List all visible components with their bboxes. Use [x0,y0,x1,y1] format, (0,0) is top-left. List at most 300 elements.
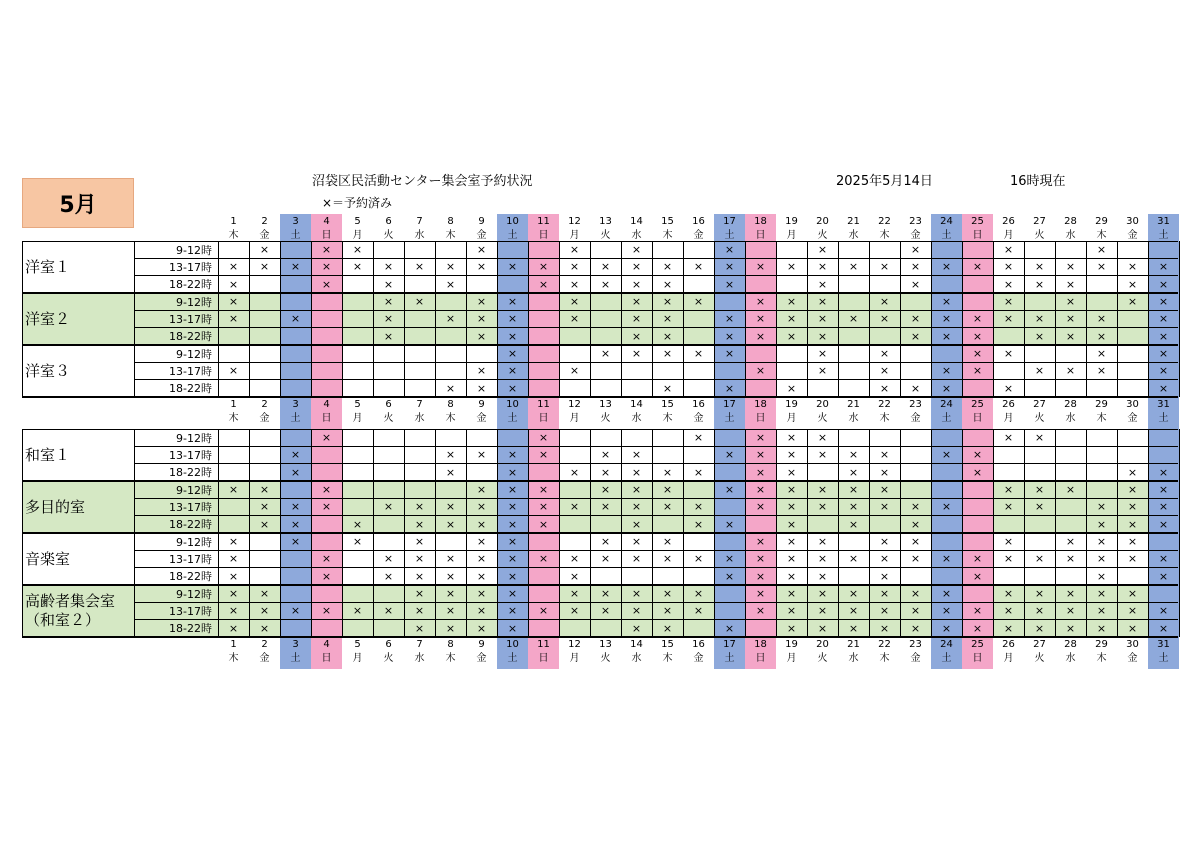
reserved-mark: × [321,500,332,514]
day-weekday: 日 [321,413,332,424]
reserved-mark: × [631,312,642,326]
day-number: 18 [754,216,767,227]
reserved-mark: × [1034,277,1045,291]
grid-vline [683,429,684,637]
reserved-mark: × [755,569,766,583]
day-number: 19 [785,639,798,650]
reserved-mark: × [786,465,797,479]
day-number: 15 [661,639,674,650]
grid-vline [280,241,281,397]
reserved-mark: × [1065,329,1076,343]
reserved-mark: × [1158,621,1169,635]
day-number: 16 [692,216,705,227]
reserved-mark: × [1158,569,1169,583]
grid-vline [931,241,932,397]
day-number: 22 [878,216,891,227]
time-slot-label: 9-12時 [176,483,212,497]
reserved-mark: × [1096,569,1107,583]
weekend-column-shade [962,214,993,669]
day-number: 5 [354,399,361,410]
reserved-mark: × [693,587,704,601]
reserved-mark: × [1034,483,1045,497]
time-slot-label: 9-12時 [176,243,212,257]
grid-hline [22,480,1178,481]
reserved-mark: × [476,535,487,549]
time-slot-label: 9-12時 [176,347,212,361]
reserved-mark: × [259,483,270,497]
reserved-mark: × [228,621,239,635]
reserved-mark: × [569,364,580,378]
reserved-mark: × [600,260,611,274]
day-number: 24 [940,639,953,650]
reserved-mark: × [569,552,580,566]
reserved-mark: × [817,500,828,514]
reserved-mark: × [228,552,239,566]
reserved-mark: × [941,448,952,462]
day-weekday: 水 [1065,653,1076,664]
reserved-mark: × [693,260,704,274]
reserved-mark: × [600,448,611,462]
reserved-mark: × [1034,431,1045,445]
reserved-mark: × [538,500,549,514]
grid-hline [134,498,1178,499]
day-weekday: 日 [538,413,549,424]
day-number: 26 [1002,216,1015,227]
reserved-mark: × [228,364,239,378]
day-number: 27 [1033,639,1046,650]
reserved-mark: × [910,517,921,531]
reserved-mark: × [972,604,983,618]
reserved-mark: × [507,587,518,601]
time-slot-label: 18-22時 [169,570,212,584]
day-weekday: 土 [507,413,518,424]
reserved-mark: × [848,483,859,497]
reserved-mark: × [414,604,425,618]
day-weekday: 水 [414,230,425,241]
reserved-mark: × [724,569,735,583]
reserved-mark: × [631,604,642,618]
day-weekday: 土 [1158,653,1169,664]
room-name [22,241,134,293]
grid-vline [931,429,932,637]
reserved-mark: × [662,260,673,274]
grid-vline [1086,429,1087,637]
room-name [22,481,134,533]
day-weekday: 土 [941,413,952,424]
reserved-mark: × [507,329,518,343]
day-weekday: 日 [972,413,983,424]
grid-vline [962,429,963,637]
reserved-mark: × [817,312,828,326]
day-number: 29 [1095,639,1108,650]
day-weekday: 日 [538,653,549,664]
day-number: 8 [447,399,454,410]
reserved-mark: × [724,448,735,462]
reserved-mark: × [724,277,735,291]
reserved-mark: × [786,448,797,462]
reserved-mark: × [507,621,518,635]
day-weekday: 日 [755,413,766,424]
reserved-mark: × [507,312,518,326]
day-number: 11 [537,639,550,650]
day-number: 10 [506,639,519,650]
reserved-mark: × [910,604,921,618]
grid-vline [993,241,994,397]
time-slot-label: 9-12時 [176,535,212,549]
grid-hline [22,636,1178,637]
grid-vline [497,241,498,397]
day-number: 5 [354,216,361,227]
time-slot-label: 18-22時 [169,278,212,292]
day-weekday: 月 [569,230,580,241]
reserved-mark: × [1034,621,1045,635]
grid-vline [497,429,498,637]
room-name-line: 和室１ [25,445,71,464]
reserved-mark: × [476,364,487,378]
reserved-mark: × [724,243,735,257]
reserved-mark: × [445,448,456,462]
reserved-mark: × [538,517,549,531]
reserved-mark: × [724,260,735,274]
reserved-mark: × [569,500,580,514]
grid-vline [1117,429,1118,637]
reserved-mark: × [1003,483,1014,497]
room-group-shade [249,293,280,345]
reserved-mark: × [910,260,921,274]
reserved-mark: × [848,465,859,479]
grid-vline [1086,241,1087,397]
reserved-mark: × [1003,604,1014,618]
day-number: 10 [506,399,519,410]
reserved-mark: × [755,552,766,566]
reserved-mark: × [817,569,828,583]
reserved-mark: × [786,569,797,583]
reserved-mark: × [972,621,983,635]
reserved-mark: × [538,448,549,462]
reserved-mark: × [1003,431,1014,445]
reserved-mark: × [910,312,921,326]
reserved-mark: × [569,277,580,291]
reserved-mark: × [290,517,301,531]
reserved-mark: × [259,621,270,635]
reserved-mark: × [383,329,394,343]
grid-hline [134,379,1178,380]
day-weekday: 火 [383,230,394,241]
day-weekday: 金 [693,413,704,424]
reserved-mark: × [445,312,456,326]
reserved-mark: × [1127,552,1138,566]
grid-vline [342,241,343,397]
reserved-mark: × [662,347,673,361]
reserved-mark: × [1034,552,1045,566]
reserved-mark: × [755,364,766,378]
reserved-mark: × [321,277,332,291]
day-number: 14 [630,399,643,410]
day-number: 10 [506,216,519,227]
grid-hline [22,429,1178,430]
reserved-mark: × [1158,483,1169,497]
reserved-mark: × [910,587,921,601]
day-weekday: 土 [941,230,952,241]
reserved-mark: × [290,465,301,479]
reserved-mark: × [1096,347,1107,361]
reserved-mark: × [1158,312,1169,326]
reserved-mark: × [1158,277,1169,291]
reserved-mark: × [1158,500,1169,514]
day-number: 4 [323,216,330,227]
day-number: 19 [785,399,798,410]
reserved-mark: × [941,500,952,514]
grid-vline [652,241,653,397]
grid-vline [776,429,777,637]
day-number: 30 [1126,639,1139,650]
reserved-mark: × [817,621,828,635]
reserved-mark: × [414,587,425,601]
reserved-mark: × [662,312,673,326]
room-name [22,533,134,585]
reserved-mark: × [1127,500,1138,514]
reserved-mark: × [1127,465,1138,479]
reserved-mark: × [972,347,983,361]
day-number: 26 [1002,399,1015,410]
grid-vline [652,429,653,637]
reserved-mark: × [693,517,704,531]
reserved-mark: × [1034,260,1045,274]
day-weekday: 木 [228,413,239,424]
reserved-mark: × [507,552,518,566]
reserved-mark: × [879,312,890,326]
day-weekday: 木 [445,653,456,664]
grid-vline [435,241,436,397]
time-slot-label: 9-12時 [176,295,212,309]
time-slot-label: 9-12時 [176,587,212,601]
day-weekday: 月 [1003,413,1014,424]
reserved-mark: × [1127,587,1138,601]
reserved-mark: × [693,431,704,445]
day-weekday: 月 [786,653,797,664]
reserved-mark: × [228,277,239,291]
reserved-mark: × [879,535,890,549]
reserved-mark: × [848,587,859,601]
reserved-mark: × [941,329,952,343]
reserved-mark: × [848,500,859,514]
reserved-mark: × [848,604,859,618]
reserved-mark: × [662,277,673,291]
room-name [22,345,134,397]
reserved-mark: × [1065,552,1076,566]
reserved-mark: × [786,260,797,274]
day-number: 9 [478,216,485,227]
grid-vline [807,241,808,397]
day-weekday: 水 [631,230,642,241]
grid-vline [1148,429,1149,637]
day-number: 8 [447,639,454,650]
grid-vline [590,429,591,637]
grid-vline [249,429,250,637]
time-slot-label: 13-17時 [169,260,212,274]
reserved-mark: × [352,243,363,257]
reserved-mark: × [972,569,983,583]
reserved-mark: × [755,448,766,462]
reserved-mark: × [600,535,611,549]
reserved-mark: × [476,381,487,395]
grid-vline [404,241,405,397]
reserved-mark: × [1127,277,1138,291]
reserved-mark: × [507,260,518,274]
reserved-mark: × [445,381,456,395]
reserved-mark: × [910,243,921,257]
day-weekday: 火 [817,230,828,241]
reserved-mark: × [693,295,704,309]
reserved-mark: × [538,604,549,618]
reserved-mark: × [848,448,859,462]
reserved-mark: × [507,569,518,583]
reserved-mark: × [972,260,983,274]
reserved-mark: × [972,448,983,462]
reserved-mark: × [755,465,766,479]
reserved-mark: × [507,448,518,462]
reserved-mark: × [631,295,642,309]
grid-hline [134,567,1178,568]
day-weekday: 水 [848,413,859,424]
day-weekday: 土 [1158,413,1169,424]
day-number: 1 [230,399,237,410]
day-weekday: 金 [476,653,487,664]
reserved-mark: × [259,587,270,601]
day-number: 31 [1157,639,1170,650]
reserved-mark: × [445,465,456,479]
reserved-mark: × [476,500,487,514]
grid-hline [134,550,1178,551]
room-name [22,585,134,637]
day-number: 21 [847,399,860,410]
reserved-mark: × [321,243,332,257]
reserved-mark: × [569,295,580,309]
reserved-mark: × [879,260,890,274]
reserved-mark: × [321,260,332,274]
reserved-mark: × [910,621,921,635]
reserved-mark: × [476,621,487,635]
grid-vline [134,429,135,637]
reserved-mark: × [228,604,239,618]
day-weekday: 木 [662,230,673,241]
day-number: 6 [385,639,392,650]
day-weekday: 月 [352,230,363,241]
day-number: 31 [1157,216,1170,227]
day-number: 1 [230,216,237,227]
grid-vline [559,241,560,397]
reserved-mark: × [662,500,673,514]
day-number: 14 [630,216,643,227]
grid-vline [900,241,901,397]
reserved-mark: × [1096,552,1107,566]
day-number: 18 [754,399,767,410]
reserved-mark: × [1096,604,1107,618]
day-number: 8 [447,216,454,227]
reserved-mark: × [786,552,797,566]
day-weekday: 土 [724,653,735,664]
grid-vline [683,241,684,397]
reserved-mark: × [321,604,332,618]
reserved-mark: × [569,465,580,479]
day-weekday: 木 [228,653,239,664]
reserved-mark: × [445,277,456,291]
day-weekday: 水 [848,653,859,664]
reserved-mark: × [693,604,704,618]
grid-vline [745,241,746,397]
reserved-mark: × [414,569,425,583]
reserved-mark: × [910,277,921,291]
grid-vline [838,429,839,637]
reserved-mark: × [662,604,673,618]
grid-vline [590,241,591,397]
time-slot-label: 18-22時 [169,382,212,396]
grid-vline [373,241,374,397]
day-weekday: 火 [1034,413,1045,424]
reserved-mark: × [941,621,952,635]
month-badge: 5月 [22,178,134,228]
day-weekday: 金 [259,413,270,424]
reserved-mark: × [476,312,487,326]
reserved-mark: × [507,364,518,378]
grid-vline [466,429,467,637]
reserved-mark: × [631,243,642,257]
reserved-mark: × [600,277,611,291]
reserved-mark: × [817,483,828,497]
reserved-mark: × [786,295,797,309]
reserved-mark: × [476,569,487,583]
grid-hline [134,275,1178,276]
time-slot-label: 13-17時 [169,312,212,326]
reserved-mark: × [817,604,828,618]
reserved-mark: × [445,260,456,274]
reserved-mark: × [445,500,456,514]
reserved-mark: × [755,500,766,514]
grid-vline [373,429,374,637]
reserved-mark: × [755,587,766,601]
reserved-mark: × [1065,364,1076,378]
reserved-mark: × [879,552,890,566]
reserved-mark: × [1158,364,1169,378]
room-name-line: （和室２） [25,610,101,629]
day-number: 22 [878,639,891,650]
reserved-mark: × [476,552,487,566]
reserved-mark: × [941,364,952,378]
reserved-mark: × [290,312,301,326]
grid-hline [134,463,1178,464]
reserved-mark: × [321,483,332,497]
time-slot-label: 9-12時 [176,431,212,445]
reserved-mark: × [724,347,735,361]
room-name [22,293,134,345]
reserved-mark: × [383,604,394,618]
page-title: 沼袋区民活動センター集会室予約状況 [312,174,533,189]
reserved-mark: × [786,500,797,514]
reserved-mark: × [1003,312,1014,326]
day-number: 23 [909,639,922,650]
grid-hline [134,362,1178,363]
reserved-mark: × [662,587,673,601]
reserved-mark: × [383,312,394,326]
reserved-mark: × [1003,347,1014,361]
reserved-mark: × [569,243,580,257]
reserved-mark: × [631,260,642,274]
day-weekday: 木 [1096,653,1107,664]
reserved-mark: × [569,604,580,618]
day-weekday: 金 [1127,653,1138,664]
reserved-mark: × [662,621,673,635]
day-number: 5 [354,639,361,650]
